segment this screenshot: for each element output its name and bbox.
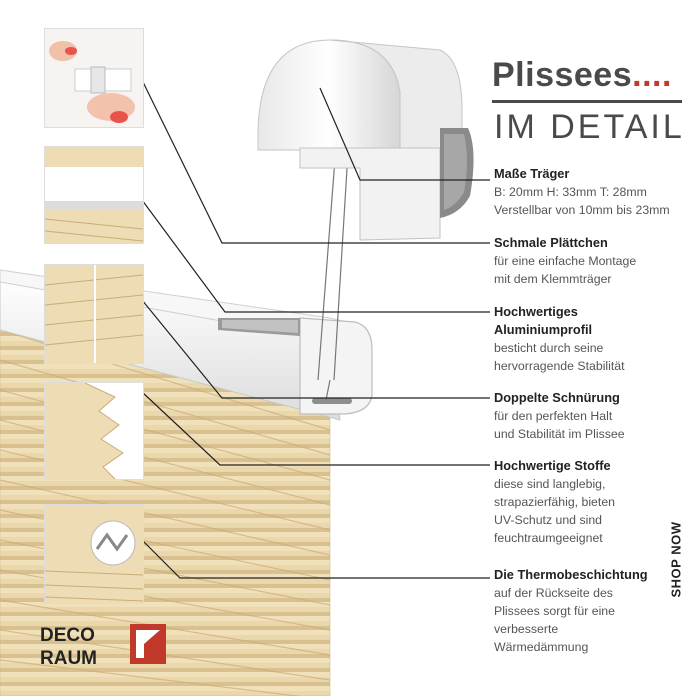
feature-heading: Doppelte Schnürung (494, 390, 620, 405)
feature-line: strapazierfähig, bieten (494, 495, 615, 509)
feature-line: und Stabilität im Plissee (494, 427, 625, 441)
feature-line: besticht durch seine (494, 341, 604, 355)
thumb-coating (44, 504, 144, 604)
feature-line: diese sind langlebig, (494, 477, 606, 491)
feature-line: Wärmedämmung (494, 640, 589, 654)
feature-line: feuchtraumgeeignet (494, 531, 603, 545)
page-title (492, 56, 672, 95)
feature-line: mit dem Klemmträger (494, 272, 612, 286)
feature-line: Plissees sorgt für eine (494, 604, 615, 618)
title-rule (492, 100, 682, 103)
feature-line: hervorragende Stabilität (494, 359, 625, 373)
logo-text-line2: RAUM (40, 648, 97, 668)
feature-dimensions (494, 165, 694, 219)
feature-heading: Hochwertige Stoffe (494, 458, 611, 473)
thumb-cord (44, 382, 144, 480)
feature-heading: Hochwertiges Aluminiumprofil (494, 304, 593, 337)
thumb-clip (44, 28, 144, 128)
title-word: Plissees (492, 56, 633, 94)
decoraum-logo (40, 622, 170, 668)
narrow-plate-icon (45, 147, 143, 243)
feature-heading: Maße Träger (494, 166, 570, 181)
feature-heading: Die Thermobeschichtung (494, 567, 648, 582)
feature-line: für eine einfache Montage (494, 254, 637, 268)
feature-cord (494, 389, 694, 443)
feature-line: für den perfekten Halt (494, 409, 613, 423)
feature-heading: Schmale Plättchen (494, 235, 608, 250)
page-subtitle: IM DETAIL (494, 108, 685, 146)
shop-now-label: SHOP NOW (668, 521, 684, 597)
profile-icon (45, 265, 143, 363)
logo-text-line1: DECO (40, 625, 95, 646)
feature-line: Verstellbar von 10mm bis 23mm (494, 203, 670, 217)
shop-now-button[interactable] (664, 514, 688, 604)
feature-line: UV-Schutz und sind (494, 513, 602, 527)
feature-profile (494, 303, 664, 375)
feature-line: auf der Rückseite des (494, 586, 613, 600)
thumb-profile (44, 264, 144, 364)
coating-icon (45, 505, 143, 603)
hand-clip-icon (45, 29, 143, 127)
title-dots: .... (632, 56, 672, 94)
cord-icon (45, 383, 143, 479)
feature-line: verbesserte (494, 622, 559, 636)
feature-line: B: 20mm H: 33mm T: 28mm (494, 185, 647, 199)
mounting-bracket (258, 40, 474, 240)
thumb-bracket (44, 146, 144, 244)
feature-plates (494, 234, 694, 288)
